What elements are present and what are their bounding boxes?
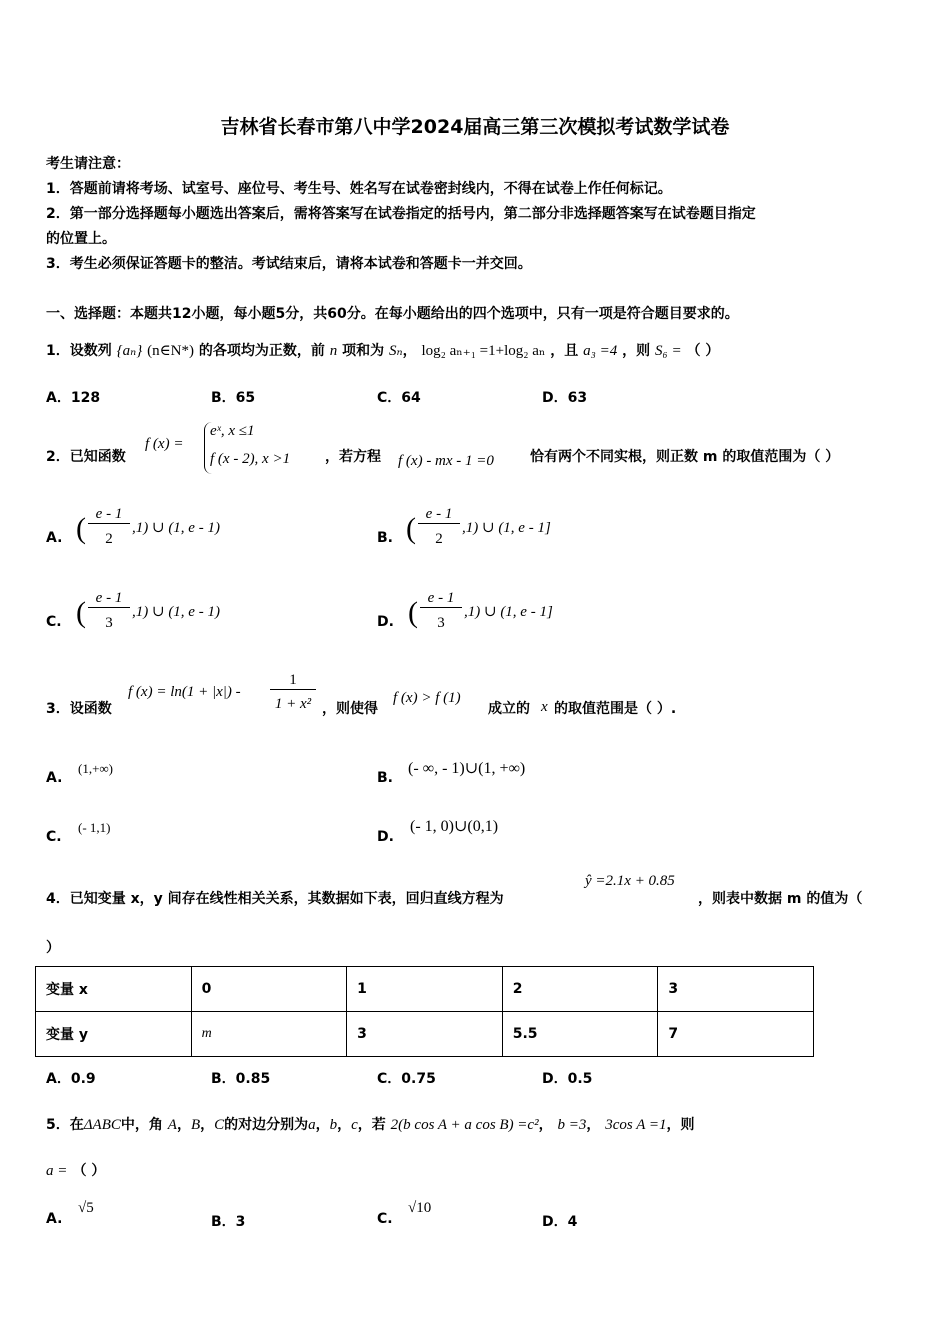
q3-frac-num: 1 <box>270 672 316 690</box>
q4-option-b: B．0.85 <box>211 1071 271 1087</box>
q5-cos-a: 3cos A =1 <box>605 1117 667 1133</box>
q1-option-d: D．63 <box>542 390 588 406</box>
q2-option-a-open: ( <box>76 512 86 545</box>
q1-s6: S₆ = <box>654 343 682 359</box>
q1-text-4: ，则 <box>622 343 651 359</box>
q4-option-c: C．0.75 <box>377 1071 436 1087</box>
q5-angle-c: C <box>214 1117 225 1133</box>
q5-option-c-label: C. <box>377 1211 393 1227</box>
q5-triangle: ΔABC <box>83 1117 121 1133</box>
table-cell: 3 <box>658 967 814 1012</box>
q5-b-value: b =3 <box>557 1117 587 1133</box>
table-cell: 变量 x <box>36 967 192 1012</box>
q3-prefix: 3．设函数 <box>46 701 112 717</box>
q2-option-c-rest: ,1) ∪ (1, e - 1) <box>132 604 220 620</box>
q4-data-table <box>35 966 814 1057</box>
q5-side-c: c <box>351 1117 358 1133</box>
table-cell: 0 <box>191 967 347 1012</box>
q2-option-d-rest: ,1) ∪ (1, e - 1] <box>464 604 553 620</box>
q3-option-d-label: D. <box>377 829 394 845</box>
q5-stem: 5．在ΔABC中，角 A，B，C的对边分别为a，b，c，若 2(b cos A + a cos B) =c²， b =3， 3cos A =1，则 <box>46 1117 695 1133</box>
q2-option-c-open: ( <box>76 596 86 629</box>
q1-n: n <box>329 343 338 359</box>
q1-stem <box>46 340 719 360</box>
q2-option-d-label: D. <box>377 614 394 630</box>
q2-option-b-rest: ,1) ∪ (1, e - 1] <box>462 520 551 536</box>
q4-option-d: D．0.5 <box>542 1071 593 1087</box>
q3-inequality: f (x) > f (1) <box>393 690 461 706</box>
notice-item-1: 1．答题前请将考场、试室号、座位号、考生号、姓名写在试卷密封线内，不得在试卷上作任何标记。 <box>46 181 672 197</box>
q5-option-c: √10 <box>408 1200 432 1216</box>
q3-x: x <box>541 699 548 715</box>
q2-option-d-num: e - 1 <box>420 590 462 608</box>
q2-prefix: 2．已知函数 <box>46 449 126 465</box>
q5-ask <box>46 1160 105 1180</box>
table-cell: 2 <box>502 967 658 1012</box>
q2-case-1: eˣ, x ≤1 <box>210 423 255 439</box>
q2-option-b-den: 2 <box>435 531 443 547</box>
q2-option-b-open: ( <box>406 512 416 545</box>
q2-option-c-label: C. <box>46 614 62 630</box>
table-cell: m <box>191 1012 347 1057</box>
q2-option-b-label: B. <box>377 530 393 546</box>
q4-regression: ŷ =2.1x + 0.85 <box>585 873 675 889</box>
q5-option-d: D．4 <box>542 1214 578 1230</box>
q3-option-b: (- ∞, - 1)∪(1, +∞) <box>408 760 526 777</box>
q3-text-1: ，则使得 <box>322 701 378 717</box>
q4-prefix: 4．已知变量 x，y 间存在线性相关关系，其数据如下表，回归直线方程为 <box>46 891 504 907</box>
q1-a3: a₃ =4 <box>583 343 618 359</box>
notice-item-2: 2．第一部分选择题每小题选出答案后，需将答案写在试卷指定的括号内，第二部分非选择题答案写在试卷题目指定 <box>46 206 756 222</box>
q5-option-a: √5 <box>78 1200 94 1216</box>
q1-text-3: ，且 <box>550 343 579 359</box>
q3-frac-den: 1 + x² <box>274 696 312 712</box>
q2-option-a-num: e - 1 <box>88 506 130 524</box>
q4-text-end: ，则表中数据 m 的值为（ <box>698 891 863 907</box>
q5-side-b: b <box>329 1117 338 1133</box>
notice-item-2-cont: 的位置上。 <box>46 231 116 247</box>
q5-angle-a: A <box>167 1117 177 1133</box>
q1-text-1: 的各项均为正数，前 <box>198 343 325 359</box>
table-cell: 5.5 <box>502 1012 658 1057</box>
q1-option-b: B．65 <box>211 390 256 406</box>
q2-option-a-rest: ,1) ∪ (1, e - 1) <box>132 520 220 536</box>
q2-option-c-num: e - 1 <box>88 590 130 608</box>
q1-log-equation: log₂ aₙ₊₁ =1+log₂ aₙ <box>421 343 546 359</box>
q5-side-a: a <box>308 1117 316 1133</box>
q5-text-end: ，则 <box>666 1117 695 1133</box>
q3-option-c-label: C. <box>46 829 62 845</box>
q2-option-b-num: e - 1 <box>418 506 460 524</box>
q2-case-2: f (x - 2), x >1 <box>210 451 291 467</box>
table-row <box>36 967 814 1012</box>
q5-option-b: B．3 <box>211 1214 246 1230</box>
q2-option-a-den: 2 <box>105 531 113 547</box>
q4-close-paren: ） <box>46 940 60 956</box>
q2-equation: f (x) - mx - 1 =0 <box>398 453 494 469</box>
table-row <box>36 1012 814 1057</box>
q5-angle-b: B <box>190 1117 201 1133</box>
q1-sequence: {aₙ} <box>116 343 143 359</box>
q2-text-2: 恰有两个不同实根，则正数 m 的取值范围为（ ） <box>530 449 840 465</box>
q2-text-1: ，若方程 <box>325 449 381 465</box>
q2-option-d-den: 3 <box>437 615 445 631</box>
q3-text-3: 的取值范围是（ ）. <box>554 701 677 717</box>
q1-option-a: A．128 <box>46 390 101 406</box>
q3-text-2: 成立的 <box>488 701 530 717</box>
q5-text-2: 的对边分别为 <box>224 1117 309 1133</box>
q1-text-2: 项和为 <box>342 343 385 359</box>
q5-option-a-label: A. <box>46 1211 63 1227</box>
q2-function: f (x) = <box>145 436 184 452</box>
exam-title: 吉林省长春市第八中学2024届高三第三次模拟考试数学试卷 <box>220 116 730 138</box>
notice-item-3: 3．考生必须保证答题卡的整洁。考试结束后，请将本试卷和答题卡一并交回。 <box>46 256 532 272</box>
q5-a-equals: a = <box>46 1163 68 1179</box>
q2-option-d-open: ( <box>408 596 418 629</box>
section-heading: 一、选择题：本题共12小题，每小题5分，共60分。在每小题给出的四个选项中，只有一项是符合题目要求的。 <box>46 306 739 322</box>
q5-text-1: 中，角 <box>120 1117 163 1133</box>
q4-option-a: A．0.9 <box>46 1071 96 1087</box>
table-cell: 3 <box>347 1012 503 1057</box>
q1-answer-paren: （ ） <box>686 343 720 359</box>
q3-option-a: (1,+∞) <box>78 761 114 776</box>
table-cell: 1 <box>347 967 503 1012</box>
notice-heading: 考生请注意： <box>46 156 130 172</box>
q5-answer-paren: （ ） <box>72 1163 106 1179</box>
q1-sn: Sₙ <box>389 343 403 359</box>
q2-option-a-label: A. <box>46 530 63 546</box>
q2-option-c-den: 3 <box>105 615 113 631</box>
q3-option-d: (- 1, 0)∪(0,1) <box>410 818 499 835</box>
table-cell: 7 <box>658 1012 814 1057</box>
q5-prefix: 5．在 <box>46 1117 84 1133</box>
q5-equation: 2(b cos A + a cos B) =c² <box>390 1117 539 1133</box>
q1-option-c: C．64 <box>377 390 421 406</box>
q3-function: f (x) = ln(1 + |x|) - <box>128 684 241 700</box>
table-cell: 变量 y <box>36 1012 192 1057</box>
q3-option-a-label: A. <box>46 770 63 786</box>
q3-option-c: (- 1,1) <box>78 820 111 835</box>
q1-comma: ， <box>402 343 417 359</box>
q5-text-3: ，若 <box>357 1117 386 1133</box>
q1-prefix: 1．设数列 <box>46 343 112 359</box>
q3-option-b-label: B. <box>377 770 393 786</box>
q1-condition: (n∈N*) <box>147 343 195 359</box>
